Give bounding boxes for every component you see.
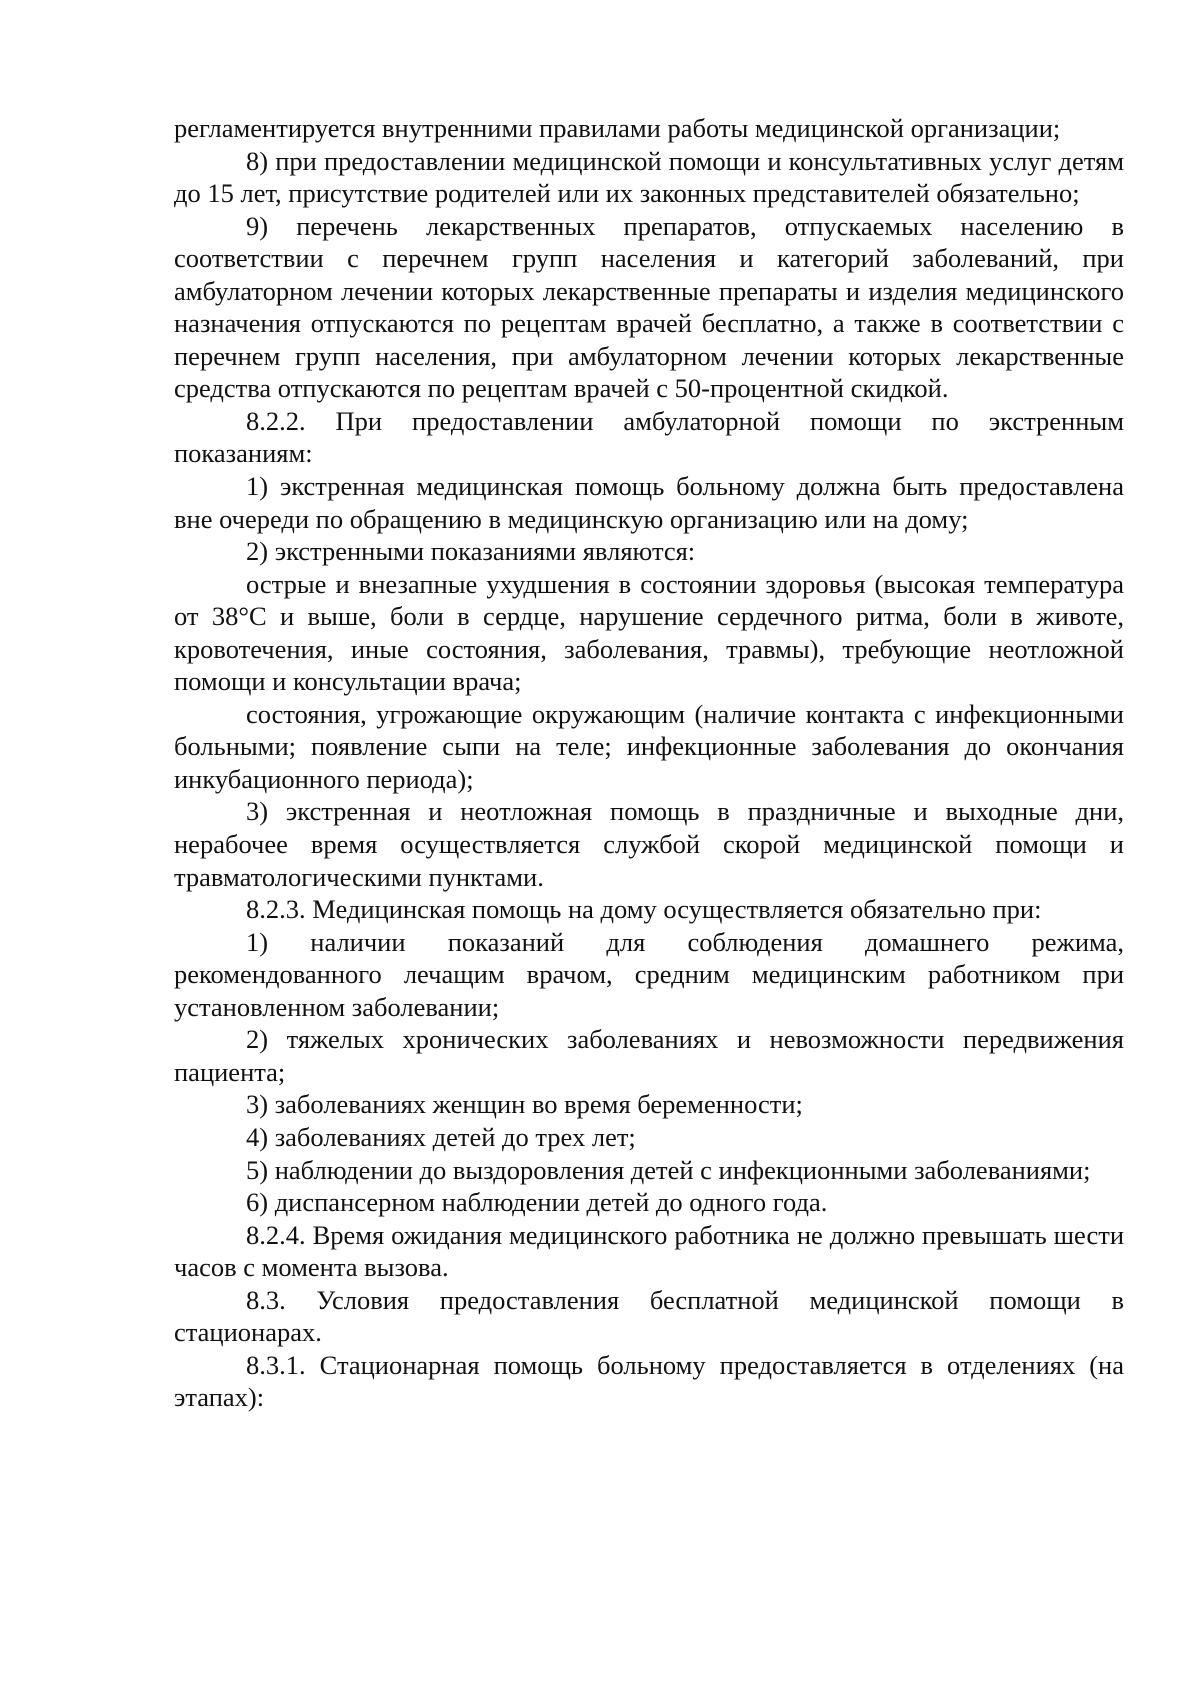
section-8-2-3-heading: 8.2.3. Медицинская помощь на дому осуществляется обязательно при: — [246, 894, 1042, 925]
paragraph-emergency-conditions: острые и внезапные ухудшения в состоянии здоровья (высокая температура от 38°С и выше, боли в сердце, нарушение сердечного ритма, боли в животе, кровотечения, иные состояния, заболевания, травмы), требующие неотложной помощи и консультации врача; — [174, 568, 1124, 697]
paragraph-threatening-conditions: состояния, угрожающие окружающим (наличие контакта с инфекционными больными; появление сыпи на теле; инфекционные заболевания до окончания инкубационного периода); — [174, 698, 1124, 794]
section-8-3-heading: 8.3. Условия предоставления бесплатной медицинской помощи в стационарах. — [174, 1284, 1124, 1348]
document-page — [174, 112, 1124, 1414]
paragraph-8-2-3-item-1: 1) наличии показаний для соблюдения домашнего режима, рекомендованного лечащим врачом, средним медицинским работником при установленном заболевании; — [174, 926, 1124, 1022]
paragraph-continuation: регламентируется внутренними правилами работы медицинской организации; — [174, 113, 1061, 143]
paragraph-8-2-2-item-1: 1) экстренная медицинская помощь больному должна быть предоставлена вне очереди по обращению в медицинскую организацию или на дому; — [174, 471, 1124, 534]
paragraph-8-2-3-item-6: 6) диспансерном наблюдении детей до одного года. — [246, 1187, 828, 1218]
section-8-2-4: 8.2.4. Время ожидания медицинского работника не должно превышать шести часов с момента вызова. — [174, 1219, 1124, 1283]
paragraph-8-2-2-item-3: 3) экстренная и неотложная помощь в праздничные и выходные дни, нерабочее время осуществляется службой скорой медицинской помощи и травматологическими пунктами. — [174, 796, 1124, 892]
paragraph-item-8: 8) при предоставлении медицинской помощи и консультативных услуг детям до 15 лет, присутствие родителей или их законных представителей обязательно; — [174, 145, 1124, 209]
section-8-3-1: 8.3.1. Стационарная помощь больному предоставляется в отделениях (на этапах): — [174, 1349, 1124, 1413]
paragraph-8-2-3-item-5: 5) наблюдении до выздоровления детей с инфекционными заболеваниями; — [246, 1154, 1091, 1185]
paragraph-item-9: 9) перечень лекарственных препаратов, отпускаемых населению в соответствии с перечнем групп населения и категорий заболеваний, при амбулаторном лечении которых лекарственные препараты и изделия медицинского назначения отпускаются по рецептам врачей бесплатно, а также в соответствии с перечнем групп населения, при амбулаторном лечении которых лекарственные средства отпускаются по рецептам врачей с 50-процентной скидкой. — [174, 210, 1124, 404]
paragraph-8-2-2-item-2: 2) экстренными показаниями являются: — [246, 536, 696, 567]
paragraph-8-2-3-item-4: 4) заболеваниях детей до трех лет; — [246, 1121, 636, 1152]
section-8-2-2-heading: 8.2.2. При предоставлении амбулаторной помощи по экстренным показаниям: — [174, 405, 1124, 469]
paragraph-8-2-3-item-2: 2) тяжелых хронических заболеваниях и невозможности передвижения пациента; — [174, 1024, 1124, 1087]
paragraph-8-2-3-item-3: 3) заболеваниях женщин во время беременности; — [246, 1089, 803, 1120]
